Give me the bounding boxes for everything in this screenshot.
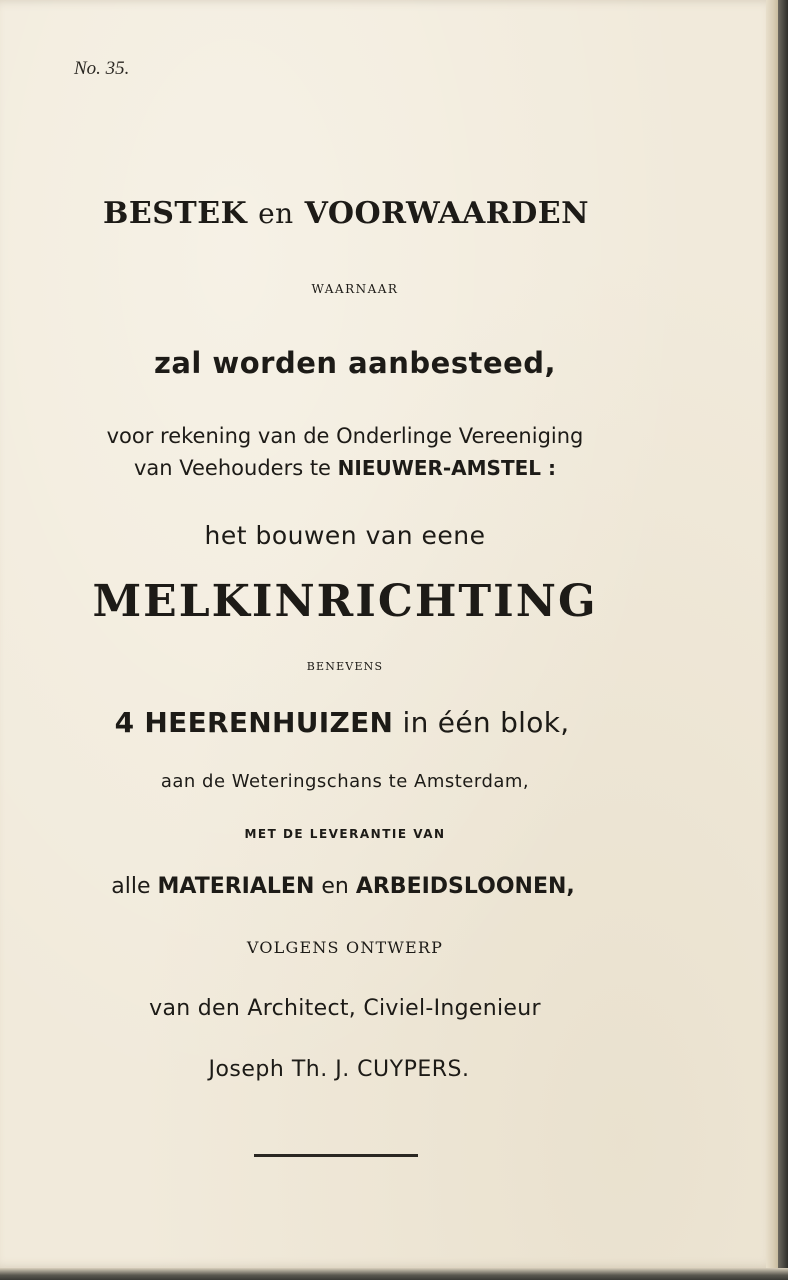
page-number: No. 35. xyxy=(74,58,130,79)
materials-word-1: alle xyxy=(111,874,151,899)
title-part1: BESTEK xyxy=(102,196,248,231)
architect-name: Joseph Th. J. CUYPERS. xyxy=(208,1057,470,1082)
houses-line xyxy=(0,706,684,739)
benevens-label: BENEVENS xyxy=(306,660,384,673)
houses-rest: in één blok, xyxy=(402,706,570,739)
materials-bold-2: ARBEIDSLOONEN, xyxy=(355,874,575,899)
page-edge-right xyxy=(766,0,778,1268)
title-connector: en xyxy=(258,197,294,230)
materials-line xyxy=(0,874,688,899)
document-title xyxy=(0,196,692,231)
building-name: MELKINRICHTING xyxy=(92,576,598,627)
delivery-label: MET DE LEVERANTIE VAN xyxy=(244,827,446,841)
closing-rule xyxy=(254,1154,418,1157)
houses-count: 4 HEERENHUIZEN xyxy=(114,706,394,739)
subtitle: zal worden aanbesteed, xyxy=(153,346,557,380)
account-line-1: voor rekening van de Onderlinge Vereeniging xyxy=(106,424,584,448)
materials-bold-1: MATERIALEN xyxy=(157,874,315,899)
page-edge-bottom xyxy=(0,1268,788,1280)
architect-line: van den Architect, Civiel-Ingenieur xyxy=(149,996,541,1021)
work-line: het bouwen van eene xyxy=(204,521,486,550)
account-line-2-text: van Veehouders te xyxy=(134,456,331,480)
account-line-2-place: NIEUWER-AMSTEL : xyxy=(337,456,556,480)
waarnaar-label: WAARNAAR xyxy=(311,282,399,296)
book-spine xyxy=(778,0,788,1280)
materials-word-2: en xyxy=(321,874,349,899)
location-line: aan de Weteringschans te Amsterdam, xyxy=(160,771,530,792)
title-part2: VOORWAARDEN xyxy=(304,196,590,231)
account-line-2 xyxy=(0,456,690,480)
design-label: VOLGENS ONTWERP xyxy=(246,938,444,957)
